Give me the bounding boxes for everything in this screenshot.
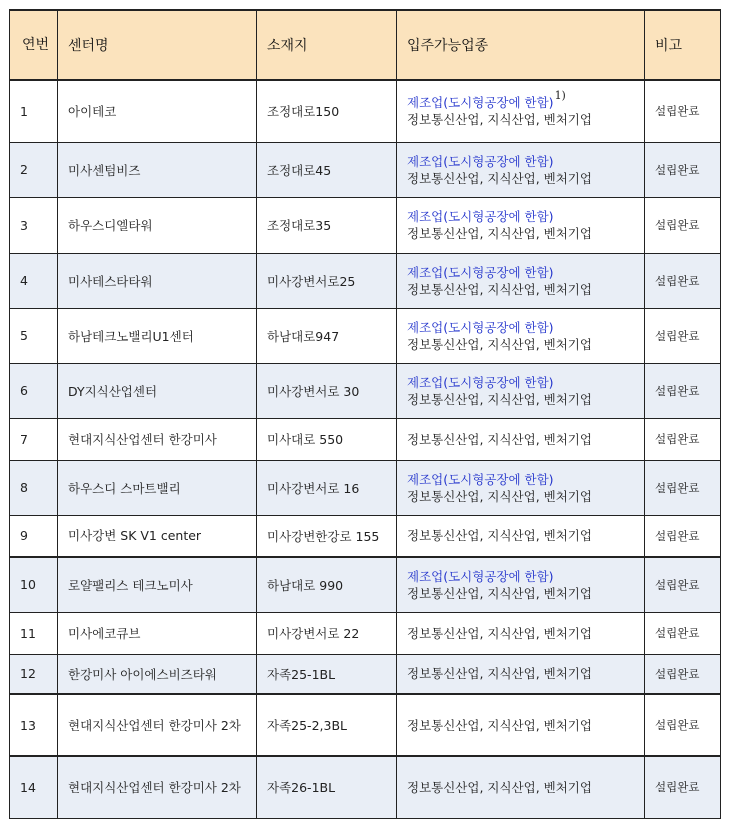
table-row [10,612,721,654]
center-location: 조정대로35 [257,197,397,253]
center-name: 현대지식산업센터 한강미사 2차 [58,756,257,818]
industry-text: 정보통신산업, 지식산업, 벤처기업 [407,779,592,795]
center-name: 하우스디엘타워 [58,197,257,253]
status-note: 설립완료 [645,756,721,818]
industry-text: 정보통신산업, 지식산업, 벤처기업 [407,585,592,601]
industry-text: 정보통신산업, 지식산업, 벤처기업 [407,391,592,407]
table-row [10,80,721,142]
industry-text: 정보통신산업, 지식산업, 벤처기업 [407,281,592,297]
manufacturing-label: 제조업(도시형공장에 한함) [407,209,554,224]
center-name: 현대지식산업센터 한강미사 [58,418,257,460]
manufacturing-text [407,471,644,488]
center-name: 미사테스타타워 [58,253,257,308]
status-note: 설립완료 [645,197,721,253]
status-note: 설립완료 [645,654,721,694]
row-number: 2 [10,142,58,197]
industry-text: 정보통신산업, 지식산업, 벤처기업 [407,625,592,641]
row-number: 7 [10,418,58,460]
row-number: 1 [10,80,58,142]
status-note: 설립완료 [645,308,721,363]
manufacturing-text [407,89,644,111]
status-note: 설립완료 [645,80,721,142]
table-row [10,460,721,515]
industry-text: 정보통신산업, 지식산업, 벤처기업 [407,666,592,682]
table-row [10,253,721,308]
row-number: 9 [10,515,58,557]
industry-text: 정보통신산업, 지식산업, 벤처기업 [407,717,592,733]
center-location: 자족25-2,3BL [257,694,397,756]
header-name: 센터명 [58,10,257,80]
table-row [10,756,721,818]
business-types [397,557,645,612]
industry-text: 정보통신산업, 지식산업, 벤처기업 [407,112,592,128]
status-note: 설립완료 [645,142,721,197]
status-note: 설립완료 [645,253,721,308]
business-types [397,654,645,694]
row-number: 10 [10,557,58,612]
table-row [10,515,721,557]
manufacturing-label: 제조업(도시형공장에 한함) [407,374,554,390]
table-row [10,418,721,460]
center-name: 하우스디 스마트밸리 [58,460,257,515]
status-note: 설립완료 [645,418,721,460]
status-note: 설립완료 [645,515,721,557]
row-number: 13 [10,694,58,756]
manufacturing-text [407,568,644,585]
manufacturing-label: 제조업(도시형공장에 한함) [407,568,554,584]
business-types [397,418,645,460]
business-types [397,694,645,756]
status-note: 설립완료 [645,557,721,612]
row-number: 14 [10,756,58,818]
header-location: 소재지 [257,10,397,80]
manufacturing-text [407,208,644,225]
business-types [397,80,645,142]
row-number: 8 [10,460,58,515]
center-location: 조정대로45 [257,142,397,197]
center-name: 한강미사 아이에스비즈타워 [58,654,257,694]
manufacturing-text [407,374,644,391]
industry-text: 정보통신산업, 지식산업, 벤처기업 [407,528,592,544]
knowledge-center-table [9,9,721,819]
footnote-marker: 1) [554,89,566,103]
manufacturing-text [407,153,644,170]
table-row [10,197,721,253]
business-types [397,756,645,818]
center-location: 하남대로947 [257,308,397,363]
manufacturing-label: 제조업(도시형공장에 한함) [407,319,554,335]
table-row [10,654,721,694]
center-name: 미사센텀비즈 [58,142,257,197]
center-name: 하남테크노밸리U1센터 [58,308,257,363]
industry-text: 정보통신산업, 지식산업, 벤처기업 [407,336,592,352]
center-name: 로얄팰리스 테크노미사 [58,557,257,612]
header-note: 비고 [645,10,721,80]
center-location: 미사강변서로 16 [257,460,397,515]
center-location: 미사강변서로 30 [257,363,397,418]
center-name: 현대지식산업센터 한강미사 2차 [58,694,257,756]
industry-text: 정보통신산업, 지식산업, 벤처기업 [407,488,592,504]
manufacturing-label: 제조업(도시형공장에 한함) [407,471,554,487]
center-location: 미사강변서로25 [257,253,397,308]
center-location: 하남대로 990 [257,557,397,612]
center-location: 자족26-1BL [257,756,397,818]
business-types [397,515,645,557]
industry-text: 정보통신산업, 지식산업, 벤처기업 [407,431,592,447]
center-location: 미사대로 550 [257,418,397,460]
business-types [397,363,645,418]
manufacturing-text [407,264,644,281]
status-note: 설립완료 [645,694,721,756]
business-types [397,197,645,253]
manufacturing-text [407,319,644,336]
table-row [10,142,721,197]
table-row [10,308,721,363]
manufacturing-label: 제조업(도시형공장에 한함) [407,95,554,111]
table-row [10,557,721,612]
header-business: 입주가능업종 [397,10,645,80]
status-note: 설립완료 [645,460,721,515]
business-types [397,142,645,197]
business-types [397,460,645,515]
row-number: 4 [10,253,58,308]
manufacturing-label: 제조업(도시형공장에 한함) [407,153,554,169]
center-name: 미사에코큐브 [58,612,257,654]
business-types [397,308,645,363]
center-name: 아이테코 [58,80,257,142]
industry-text: 정보통신산업, 지식산업, 벤처기업 [407,226,592,241]
row-number: 5 [10,308,58,363]
header-row [10,10,721,80]
row-number: 6 [10,363,58,418]
row-number: 3 [10,197,58,253]
table-row [10,694,721,756]
manufacturing-label: 제조업(도시형공장에 한함) [407,264,554,280]
business-types [397,612,645,654]
industry-text: 정보통신산업, 지식산업, 벤처기업 [407,170,592,186]
business-types [397,253,645,308]
center-name: 미사강변 SK V1 center [58,515,257,557]
center-name: DY지식산업센터 [58,363,257,418]
center-location: 미사강변서로 22 [257,612,397,654]
row-number: 11 [10,612,58,654]
status-note: 설립완료 [645,612,721,654]
table-row [10,363,721,418]
row-number: 12 [10,654,58,694]
center-location: 자족25-1BL [257,654,397,694]
center-location: 미사강변한강로 155 [257,515,397,557]
status-note: 설립완료 [645,363,721,418]
center-location: 조정대로150 [257,80,397,142]
header-no: 연번 [10,10,58,80]
